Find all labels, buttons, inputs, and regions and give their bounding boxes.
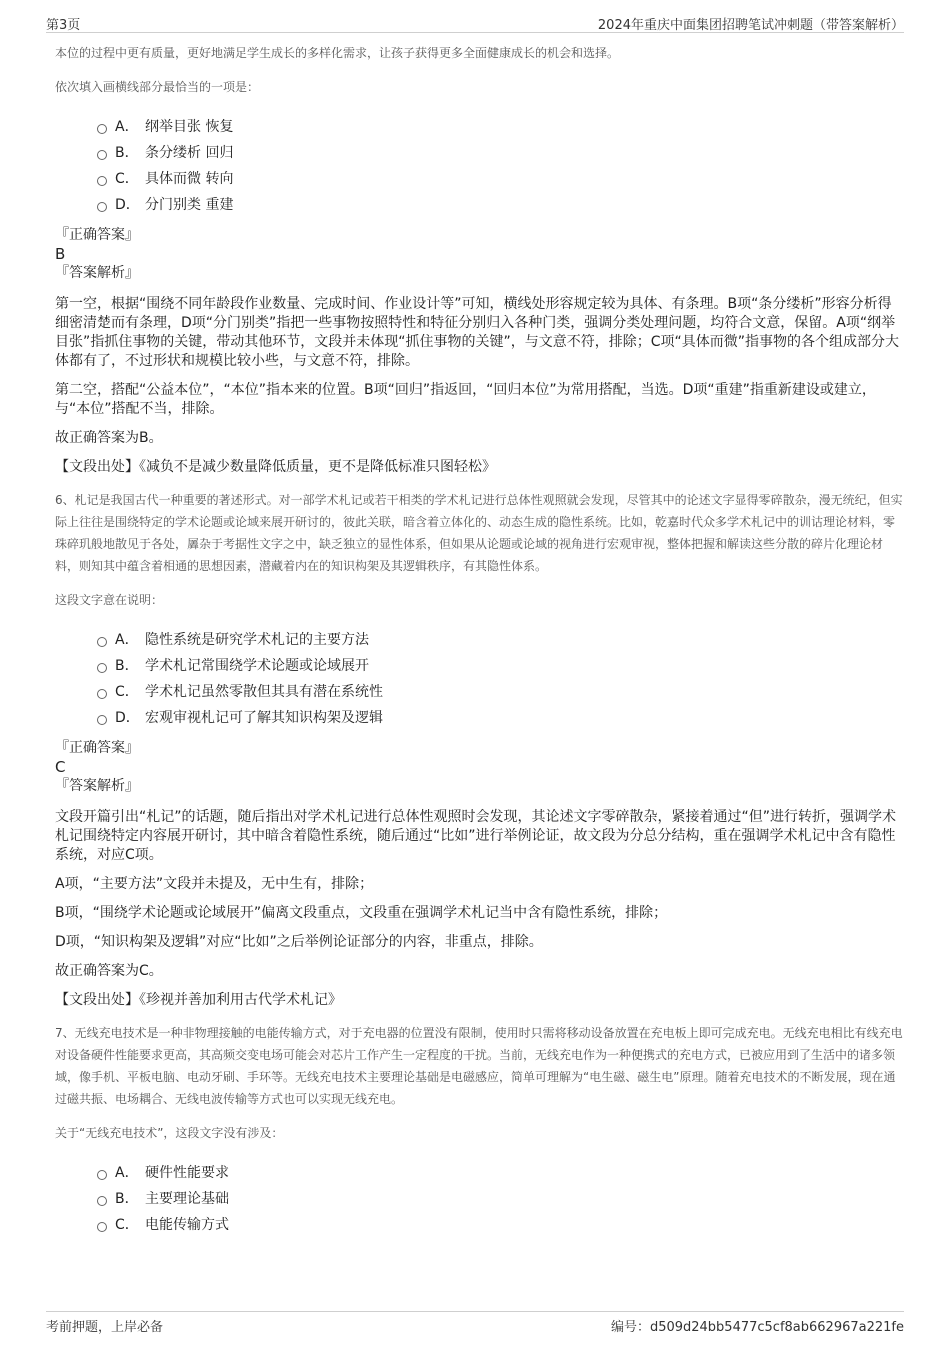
radio-button[interactable]: [97, 637, 107, 647]
option-c[interactable]: C． 电能传输方式: [97, 1212, 905, 1238]
analysis-paragraph: A项，“主要方法”文段并未提及，无中生有，排除；: [55, 876, 374, 892]
option-list: [55, 627, 905, 731]
option-d[interactable]: D． 分门别类 重建: [97, 192, 905, 218]
radio-button[interactable]: [97, 1222, 107, 1232]
option-c[interactable]: C． 具体而微 转向: [97, 166, 905, 192]
radio-button[interactable]: [97, 689, 107, 699]
intro-tail: 本位的过程中更有质量，更好地满足学生成长的多样化需求，让孩子获得更多全面健康成长的机会和选择。: [55, 46, 620, 60]
source-citation: 【文段出处】《珍视并善加利用古代学术札记》: [55, 992, 342, 1008]
question-prompt: 依次填入画横线部分最恰当的一项是：: [55, 80, 260, 94]
question-text: 6、札记是我国古代一种重要的著述形式。对一部学术札记或若干相类的学术札记进行总体性观照就会发现，尽管其中的论述文字显得零碎散杂，漫无统纪，但实际上往往是围绕特定的学术论题或论域来展开研讨的，彼此关联，暗含着立体化的、动态生成的隐性系统。比如，乾嘉时代众多学术札记中的训诂理论材料，零珠碎玑般地散见于各处，羼杂于考据性文字之中，缺乏独立的显性体系，但如果从论题或论域的视角进行宏观审视，整体把握和解读这些分散的碎片化理论材料，则知其中蕴含着相通的思想因素，潜藏着内在的知识构架及其逻辑秩序，有其隐性体系。: [55, 493, 903, 573]
answer-value: B: [55, 245, 66, 263]
question-6: [55, 489, 905, 1010]
option-d[interactable]: D． 宏观审视札记可了解其知识构架及逻辑: [97, 705, 905, 731]
question-prompt: 这段文字意在说明：: [55, 593, 164, 607]
analysis-conclusion: 故正确答案为B。: [55, 430, 163, 446]
option-a[interactable]: A． 纲举目张 恢复: [97, 114, 905, 140]
answer-label: 『正确答案』: [55, 227, 139, 243]
option-b[interactable]: B． 学术札记常围绕学术论题或论域展开: [97, 653, 905, 679]
option-b[interactable]: B． 条分缕析 回归: [97, 140, 905, 166]
question-5: [55, 78, 905, 477]
analysis-label: 『答案解析』: [55, 265, 139, 281]
radio-button[interactable]: [97, 176, 107, 186]
radio-button[interactable]: [97, 124, 107, 134]
option-list: [55, 1160, 905, 1238]
question-text: 7、无线充电技术是一种非物理接触的电能传输方式，对于充电器的位置没有限制，使用时只需将移动设备放置在充电板上即可完成充电。无线充电相比有线充电对设备硬件性能要求更高，其高频交变电场可能会对芯片工作产生一定程度的干扰。当前，无线充电作为一种便携式的充电方式，已被应用到了生活中的诸多领域，像手机、平板电脑、电动牙刷、手环等。无线充电技术主要理论基础是电磁感应，简单可理解为“电生磁、磁生电”原理。随着充电技术的不断发展，现在通过磁共振、电场耦合、无线电波传输等方式也可以实现无线充电。: [55, 1026, 903, 1106]
option-a[interactable]: A． 硬件性能要求: [97, 1160, 905, 1186]
document-code: 编号：d509d24bb5477c5cf8ab662967a221fe: [610, 1320, 904, 1335]
page-number: 第3页: [46, 18, 81, 33]
analysis-paragraph: 文段开篇引出“札记”的话题，随后指出对学术札记进行总体性观照时会发现，其论述文字零碎散杂，紧接着通过“但”进行转折，强调学术札记围绕特定内容展开研讨，其中暗含着隐性系统，随后通过“比如”进行举例论证，故文段为分总分结构，重在强调学术札记中含有隐性系统，对应C项。: [55, 809, 897, 863]
footer-slogan: 考前押题，上岸必备: [46, 1320, 164, 1335]
page-header: [46, 12, 904, 33]
radio-button[interactable]: [97, 663, 107, 673]
analysis-paragraph: 第二空，搭配“公益本位”，“本位”指本来的位置。B项“回归”指返回，“回归本位”为常用搭配，当选。D项“重建”指重新建设或建立，与“本位”搭配不当，排除。: [55, 382, 876, 417]
document-title: 2024年重庆中面集团招聘笔试冲刺题（带答案解析）: [597, 18, 904, 33]
question-prompt: 关于“无线充电技术”，这段文字没有涉及：: [55, 1126, 284, 1140]
page-footer: [46, 1311, 904, 1334]
radio-button[interactable]: [97, 715, 107, 725]
analysis-paragraph: B项，“围绕学术论题或论域展开”偏离文段重点，文段重在强调学术札记当中含有隐性系统，排除；: [55, 905, 668, 921]
analysis-paragraph: D项，“知识构架及逻辑”对应“比如”之后举例论证部分的内容，非重点，排除。: [55, 934, 543, 950]
source-citation: 【文段出处】《减负不是减少数量降低质量，更不是降低标准只图轻松》: [55, 459, 496, 475]
option-b[interactable]: B． 主要理论基础: [97, 1186, 905, 1212]
analysis-paragraph: 第一空，根据“围绕不同年龄段作业数量、完成时间、作业设计等”可知，横线处形容规定较为具体、有条理。B项“条分缕析”形容分析得细密清楚而有条理，D项“分门别类”指把一些事物按照特性和特征分别归入各种门类，强调分类处理问题，均符合文意，保留。A项“纲举目张”指抓住事物的关键，带动其他环节，文段并未体现“抓住事物的关键”，与文意不符，排除；C项“具体而微”指事物的各个组成部分大体都有了，不过形状和规模比较小些，与文意不符，排除。: [55, 296, 900, 369]
question-7: [55, 1022, 905, 1238]
option-a[interactable]: A． 隐性系统是研究学术札记的主要方法: [97, 627, 905, 653]
answer-value: C: [55, 758, 66, 776]
radio-button[interactable]: [97, 1196, 107, 1206]
option-list: [55, 114, 905, 218]
option-c[interactable]: C． 学术札记虽然零散但其具有潜在系统性: [97, 679, 905, 705]
analysis-label: 『答案解析』: [55, 778, 139, 794]
radio-button[interactable]: [97, 202, 107, 212]
radio-button[interactable]: [97, 1170, 107, 1180]
answer-label: 『正确答案』: [55, 740, 139, 756]
radio-button[interactable]: [97, 150, 107, 160]
page-content: [55, 42, 905, 1246]
analysis-conclusion: 故正确答案为C。: [55, 963, 163, 979]
